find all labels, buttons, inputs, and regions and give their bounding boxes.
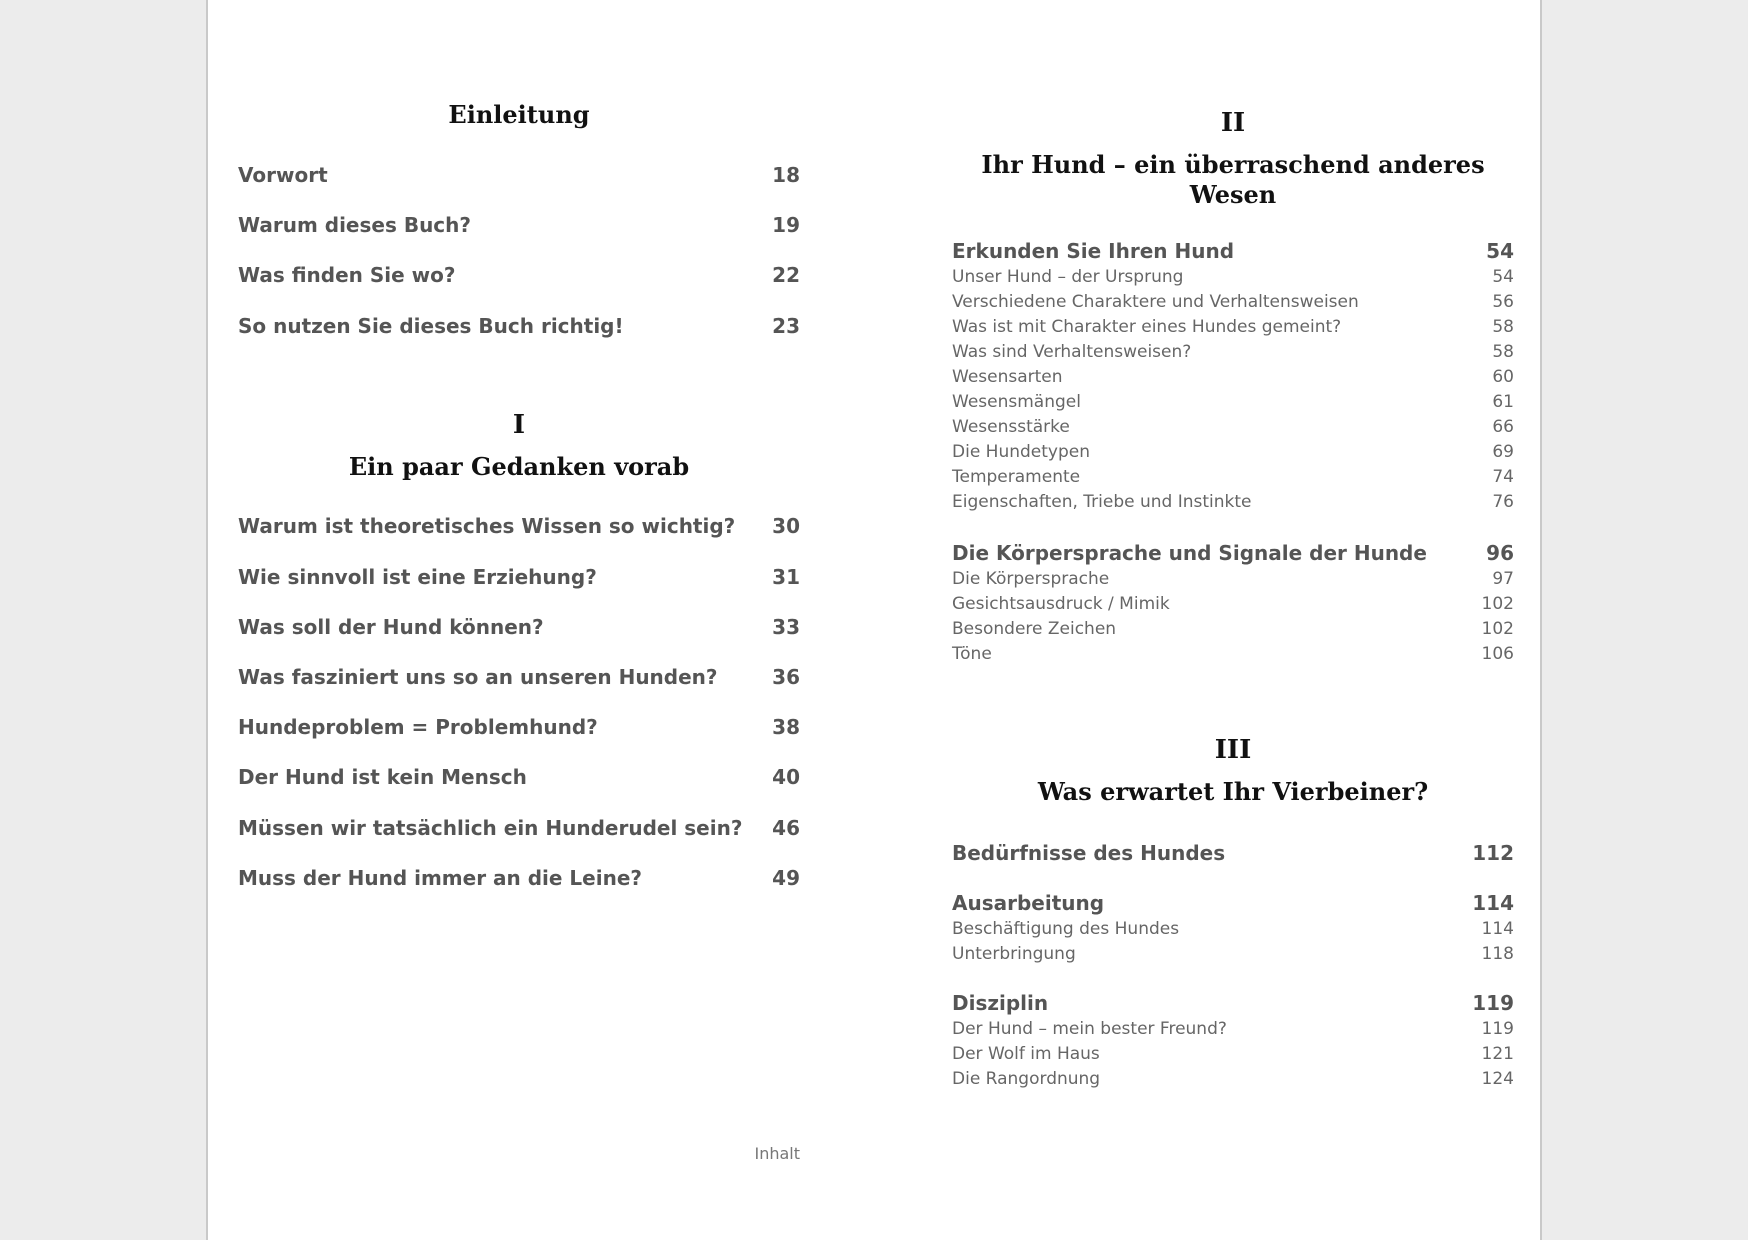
toc-subentry[interactable]	[952, 341, 1514, 363]
toc-subentry-title: Wesensmängel	[952, 392, 1081, 412]
toc-subentry-title: Die Körpersprache	[952, 569, 1110, 589]
toc-entry[interactable]	[238, 815, 800, 841]
toc-section-title: Erkunden Sie Ihren Hund	[952, 239, 1235, 263]
toc-entry-page: 30	[772, 514, 800, 538]
toc-entry-page: 19	[772, 213, 800, 237]
toc-entry-page: 22	[772, 263, 800, 287]
toc-section[interactable]	[952, 990, 1514, 1016]
toc-subentry[interactable]	[952, 618, 1514, 640]
toc-subentry-title: Der Hund – mein bester Freund?	[952, 1019, 1227, 1039]
toc-subentry-page: 74	[1492, 467, 1514, 487]
toc-subentry-title: Beschäftigung des Hundes	[952, 919, 1180, 939]
toc-section-title: Bedürfnisse des Hundes	[952, 841, 1226, 865]
toc-entry-title: Müssen wir tatsächlich ein Hunderudel sein?	[238, 816, 743, 840]
toc-subentry[interactable]	[952, 1068, 1514, 1090]
toc-entry-title: Wie sinnvoll ist eine Erziehung?	[238, 565, 597, 589]
toc-subentry-page: 66	[1492, 417, 1514, 437]
toc-subentry[interactable]	[952, 416, 1514, 438]
toc-section-page: 96	[1486, 541, 1514, 565]
toc-entry-title: Warum dieses Buch?	[238, 213, 471, 237]
toc-subentry-page: 121	[1481, 1044, 1514, 1064]
chapter-numeral: I	[512, 410, 526, 440]
toc-subentry-page: 54	[1492, 267, 1514, 287]
toc-subentry[interactable]	[952, 441, 1514, 463]
toc-subentry[interactable]	[952, 1043, 1514, 1065]
toc-subentry[interactable]	[952, 366, 1514, 388]
toc-section[interactable]	[952, 540, 1514, 566]
toc-subentry-title: Wesensstärke	[952, 417, 1070, 437]
chapter-numeral: III	[1214, 735, 1252, 765]
toc-subentry-title: Unser Hund – der Ursprung	[952, 267, 1184, 287]
toc-subentry-title: Unterbringung	[952, 944, 1076, 964]
toc-entry[interactable]	[238, 614, 800, 640]
toc-subentry-page: 102	[1481, 594, 1514, 614]
document-page	[206, 0, 1542, 1240]
page-footer: Inhalt	[754, 1144, 800, 1163]
toc-entry[interactable]	[238, 513, 800, 539]
toc-subentry-page: 106	[1481, 644, 1514, 664]
chapter-title-line2: Wesen	[1189, 180, 1277, 209]
toc-entry[interactable]	[238, 162, 800, 188]
toc-entry[interactable]	[238, 865, 800, 891]
toc-subentry[interactable]	[952, 943, 1514, 965]
intro-heading: Einleitung	[448, 100, 590, 129]
toc-entry-page: 31	[772, 565, 800, 589]
toc-subentry-page: 56	[1492, 292, 1514, 312]
toc-subentry-title: Die Hundetypen	[952, 442, 1091, 462]
toc-entry-title: Vorwort	[238, 163, 328, 187]
toc-entry[interactable]	[238, 564, 800, 590]
toc-subentry-page: 124	[1481, 1069, 1514, 1089]
chapter-title: Ein paar Gedanken vorab	[348, 452, 690, 481]
toc-section[interactable]	[952, 238, 1514, 264]
toc-subentry-page: 58	[1492, 342, 1514, 362]
toc-subentry-title: Wesensarten	[952, 367, 1063, 387]
toc-subentry[interactable]	[952, 466, 1514, 488]
toc-section-title: Disziplin	[952, 991, 1049, 1015]
toc-entry-page: 46	[772, 816, 800, 840]
toc-subentry[interactable]	[952, 266, 1514, 288]
toc-subentry-title: Temperamente	[952, 467, 1081, 487]
toc-subentry-title: Was ist mit Charakter eines Hundes gemeint?	[952, 317, 1342, 337]
toc-subentry[interactable]	[952, 918, 1514, 940]
toc-subentry-page: 58	[1492, 317, 1514, 337]
toc-subentry-title: Eigenschaften, Triebe und Instinkte	[952, 492, 1252, 512]
toc-entry[interactable]	[238, 262, 800, 288]
toc-subentry[interactable]	[952, 491, 1514, 513]
toc-entry[interactable]	[238, 664, 800, 690]
chapter-numeral: II	[1220, 108, 1246, 138]
toc-subentry[interactable]	[952, 391, 1514, 413]
toc-entry[interactable]	[238, 212, 800, 238]
toc-subentry[interactable]	[952, 643, 1514, 665]
toc-section-page: 119	[1472, 991, 1514, 1015]
toc-entry[interactable]	[238, 313, 800, 339]
toc-subentry-page: 97	[1492, 569, 1514, 589]
toc-section-page: 114	[1472, 891, 1514, 915]
toc-entry-page: 33	[772, 615, 800, 639]
toc-subentry-page: 69	[1492, 442, 1514, 462]
chapter-title: Was erwartet Ihr Vierbeiner?	[1037, 777, 1429, 806]
toc-subentry-page: 114	[1481, 919, 1514, 939]
toc-subentry[interactable]	[952, 593, 1514, 615]
toc-subentry-title: Gesichtsausdruck / Mimik	[952, 594, 1170, 614]
toc-subentry[interactable]	[952, 316, 1514, 338]
toc-entry-page: 36	[772, 665, 800, 689]
toc-entry-page: 38	[772, 715, 800, 739]
toc-section[interactable]	[952, 840, 1514, 866]
toc-entry-title: Hundeproblem = Problemhund?	[238, 715, 598, 739]
toc-entry-page: 49	[772, 866, 800, 890]
toc-subentry-title: Die Rangordnung	[952, 1069, 1101, 1089]
toc-subentry-title: Der Wolf im Haus	[952, 1044, 1100, 1064]
toc-subentry-page: 118	[1481, 944, 1514, 964]
toc-entry-page: 40	[772, 765, 800, 789]
toc-subentry[interactable]	[952, 568, 1514, 590]
toc-section-title: Ausarbeitung	[952, 891, 1105, 915]
toc-entry-page: 23	[772, 314, 800, 338]
toc-subentry-title: Verschiedene Charaktere und Verhaltensweisen	[952, 292, 1359, 312]
toc-subentry-page: 61	[1492, 392, 1514, 412]
toc-entry-page: 18	[772, 163, 800, 187]
toc-section-page: 112	[1472, 841, 1514, 865]
toc-section[interactable]	[952, 890, 1514, 916]
toc-entry-title: Was fasziniert uns so an unseren Hunden?	[238, 665, 718, 689]
toc-subentry-page: 76	[1492, 492, 1514, 512]
toc-section-title: Die Körpersprache und Signale der Hunde	[952, 541, 1427, 565]
toc-entry-title: So nutzen Sie dieses Buch richtig!	[238, 314, 624, 338]
toc-subentry-page: 60	[1492, 367, 1514, 387]
toc-subentry[interactable]	[952, 291, 1514, 313]
toc-entry-title: Warum ist theoretisches Wissen so wichtig?	[238, 514, 736, 538]
toc-subentry-title: Töne	[952, 644, 992, 664]
toc-entry[interactable]	[238, 714, 800, 740]
toc-subentry-page: 119	[1481, 1019, 1514, 1039]
toc-subentry-title: Besondere Zeichen	[952, 619, 1117, 639]
chapter-title-line1: Ihr Hund – ein überraschend anderes	[981, 150, 1485, 179]
toc-entry-title: Muss der Hund immer an die Leine?	[238, 866, 643, 890]
toc-subentry-page: 102	[1481, 619, 1514, 639]
toc-entry-title: Der Hund ist kein Mensch	[238, 765, 527, 789]
toc-entry-title: Was soll der Hund können?	[238, 615, 544, 639]
toc-section-page: 54	[1486, 239, 1514, 263]
toc-entry[interactable]	[238, 764, 800, 790]
toc-subentry-title: Was sind Verhaltensweisen?	[952, 342, 1192, 362]
toc-entry-title: Was finden Sie wo?	[238, 263, 456, 287]
toc-subentry[interactable]	[952, 1018, 1514, 1040]
